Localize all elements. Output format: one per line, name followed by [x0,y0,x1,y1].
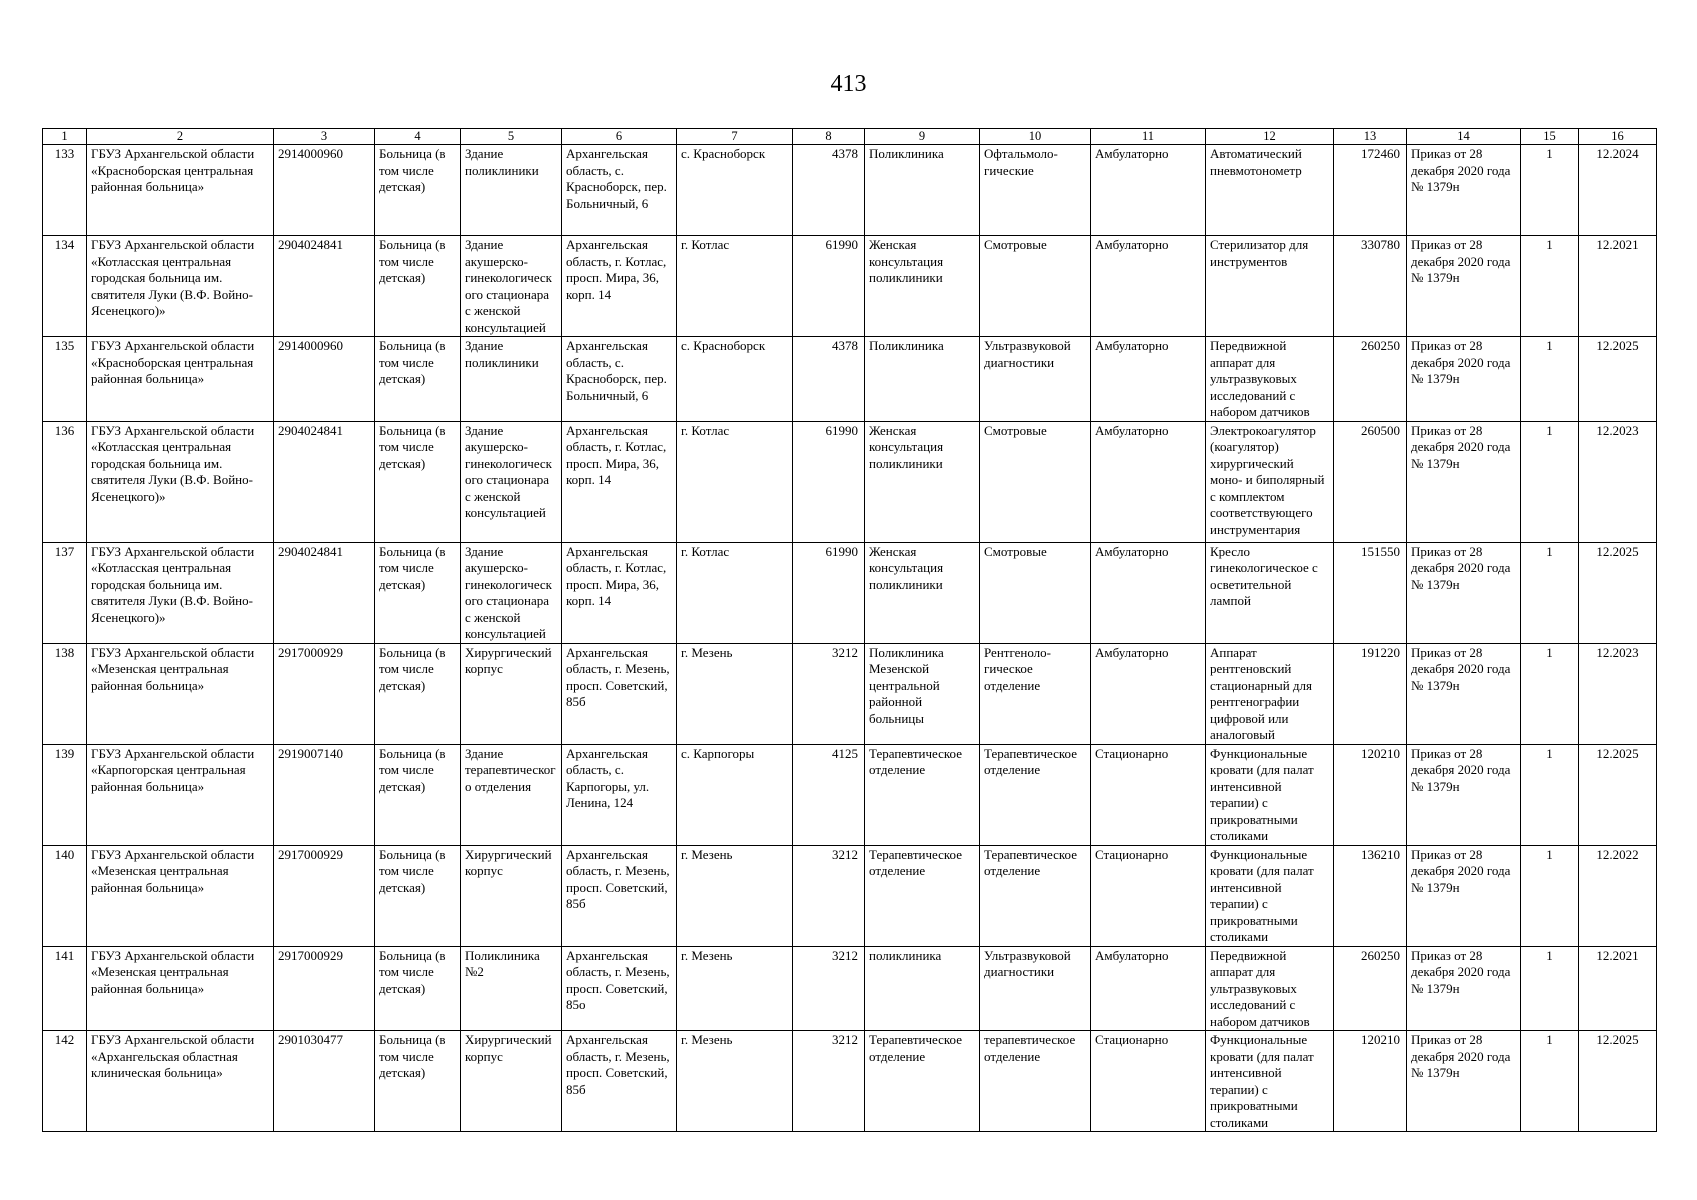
inn-cell: 2917000929 [274,845,375,946]
building-cell: Хирургический корпус [461,643,562,744]
equipment-cell: Электрокоагулятор (коагулятор) хирургический моно- и биполярный с комплектом соответствующего инструментария [1206,421,1334,542]
column-header: 13 [1334,129,1407,145]
column-header: 8 [793,129,865,145]
unit-cell: Терапевтическое отделение [865,845,980,946]
equipment-cell: Автоматический пневмотонометр [1206,145,1334,236]
building-cell: Хирургический корпус [461,1031,562,1132]
facility-type-cell: Больница (в том числе детская) [375,542,461,643]
order-cell: Приказ от 28 декабря 2020 года № 1379н [1407,337,1521,422]
order-cell: Приказ от 28 декабря 2020 года № 1379н [1407,744,1521,845]
address-cell: Архангельская область, г. Мезень, просп. Советский, 85б [562,845,677,946]
building-cell: Здание терапевтического отделения [461,744,562,845]
table-row [43,643,1657,744]
inn-cell: 2904024841 [274,542,375,643]
date-cell: 12.2025 [1579,542,1657,643]
building-cell: Хирургический корпус [461,845,562,946]
locality-cell: г. Мезень [677,643,793,744]
unit-cell: Женская консультация поликлиники [865,236,980,337]
column-header: 2 [87,129,274,145]
column-header: 15 [1521,129,1579,145]
inn-cell: 2919007140 [274,744,375,845]
order-cell: Приказ от 28 декабря 2020 года № 1379н [1407,542,1521,643]
care-mode-cell: Стационарно [1091,845,1206,946]
table-row [43,421,1657,542]
unit-cell: Поликлиника Мезенской центральной районной больницы [865,643,980,744]
address-cell: Архангельская область, г. Котлас, просп. Мира, 36, корп. 14 [562,542,677,643]
quantity-cell: 1 [1521,744,1579,845]
locality-cell: с. Красноборск [677,145,793,236]
column-header: 4 [375,129,461,145]
equipment-cell: Передвижной аппарат для ультразвуковых исследований с набором датчиков [1206,946,1334,1031]
facility-type-cell: Больница (в том числе детская) [375,337,461,422]
column-header: 12 [1206,129,1334,145]
organization-cell: ГБУЗ Архангельской области «Котласская центральная городская больница им. святителя Луки (В.Ф. Войно-Ясенецкого)» [87,542,274,643]
department-cell: Терапевтическое отделение [980,845,1091,946]
population-cell: 4125 [793,744,865,845]
care-mode-cell: Амбулаторно [1091,145,1206,236]
equipment-code-cell: 172460 [1334,145,1407,236]
unit-cell: Терапевтическое отделение [865,744,980,845]
column-header: 7 [677,129,793,145]
locality-cell: г. Мезень [677,946,793,1031]
order-cell: Приказ от 28 декабря 2020 года № 1379н [1407,1031,1521,1132]
address-cell: Архангельская область, г. Мезень, просп. Советский, 85б [562,643,677,744]
equipment-cell: Кресло гинекологическое с осветительной лампой [1206,542,1334,643]
quantity-cell: 1 [1521,337,1579,422]
date-cell: 12.2021 [1579,946,1657,1031]
organization-cell: ГБУЗ Архангельской области «Мезенская центральная районная больница» [87,946,274,1031]
date-cell: 12.2022 [1579,845,1657,946]
department-cell: Смотровые [980,421,1091,542]
table-row [43,845,1657,946]
organization-cell: ГБУЗ Архангельской области «Красноборская центральная районная больница» [87,337,274,422]
facility-type-cell: Больница (в том числе детская) [375,845,461,946]
equipment-cell: Функциональные кровати (для палат интенсивной терапии) с прикроватными столиками [1206,744,1334,845]
building-cell: Здание акушерско-гинекологического стационара с женской консультацией [461,421,562,542]
table-row [43,542,1657,643]
care-mode-cell: Амбулаторно [1091,421,1206,542]
row-number: 136 [43,421,87,542]
column-header: 3 [274,129,375,145]
date-cell: 12.2025 [1579,744,1657,845]
facility-type-cell: Больница (в том числе детская) [375,1031,461,1132]
row-number: 142 [43,1031,87,1132]
facility-type-cell: Больница (в том числе детская) [375,421,461,542]
population-cell: 4378 [793,337,865,422]
row-number: 133 [43,145,87,236]
date-cell: 12.2025 [1579,337,1657,422]
page-number: 413 [830,71,867,97]
address-cell: Архангельская область, с. Красноборск, пер. Больничный, 6 [562,145,677,236]
order-cell: Приказ от 28 декабря 2020 года № 1379н [1407,845,1521,946]
equipment-cell: Функциональные кровати (для палат интенсивной терапии) с прикроватными столиками [1206,1031,1334,1132]
building-cell: Здание поликлиники [461,145,562,236]
care-mode-cell: Амбулаторно [1091,337,1206,422]
address-cell: Архангельская область, г. Мезень, просп. Советский, 85о [562,946,677,1031]
column-header: 14 [1407,129,1521,145]
table-header-row [43,129,1657,145]
care-mode-cell: Амбулаторно [1091,542,1206,643]
address-cell: Архангельская область, с. Красноборск, пер. Больничный, 6 [562,337,677,422]
department-cell: Рентгеноло-гическое отделение [980,643,1091,744]
row-number: 138 [43,643,87,744]
row-number: 137 [43,542,87,643]
equipment-cell: Функциональные кровати (для палат интенсивной терапии) с прикроватными столиками [1206,845,1334,946]
date-cell: 12.2023 [1579,643,1657,744]
department-cell: Ультразвуковой диагностики [980,946,1091,1031]
equipment-code-cell: 136210 [1334,845,1407,946]
address-cell: Архангельская область, г. Котлас, просп. Мира, 36, корп. 14 [562,236,677,337]
row-number: 141 [43,946,87,1031]
quantity-cell: 1 [1521,542,1579,643]
population-cell: 3212 [793,845,865,946]
organization-cell: ГБУЗ Архангельской области «Архангельская областная клиническая больница» [87,1031,274,1132]
address-cell: Архангельская область, г. Мезень, просп. Советский, 85б [562,1031,677,1132]
care-mode-cell: Амбулаторно [1091,643,1206,744]
facility-type-cell: Больница (в том числе детская) [375,744,461,845]
department-cell: Ультразвуковой диагностики [980,337,1091,422]
equipment-code-cell: 120210 [1334,1031,1407,1132]
row-number: 139 [43,744,87,845]
date-cell: 12.2021 [1579,236,1657,337]
row-number: 135 [43,337,87,422]
population-cell: 3212 [793,1031,865,1132]
building-cell: Поликлиника №2 [461,946,562,1031]
equipment-code-cell: 120210 [1334,744,1407,845]
population-cell: 61990 [793,236,865,337]
care-mode-cell: Амбулаторно [1091,236,1206,337]
equipment-code-cell: 260250 [1334,337,1407,422]
address-cell: Архангельская область, с. Карпогоры, ул. Ленина, 124 [562,744,677,845]
inn-cell: 2917000929 [274,643,375,744]
inn-cell: 2914000960 [274,145,375,236]
building-cell: Здание акушерско-гинекологического стационара с женской консультацией [461,236,562,337]
quantity-cell: 1 [1521,421,1579,542]
locality-cell: с. Карпогоры [677,744,793,845]
table-row [43,946,1657,1031]
date-cell: 12.2023 [1579,421,1657,542]
care-mode-cell: Стационарно [1091,1031,1206,1132]
order-cell: Приказ от 28 декабря 2020 года № 1379н [1407,946,1521,1031]
equipment-table [42,128,1657,1132]
column-header: 5 [461,129,562,145]
locality-cell: г. Мезень [677,845,793,946]
quantity-cell: 1 [1521,845,1579,946]
equipment-cell: Стерилизатор для инструментов [1206,236,1334,337]
column-header: 10 [980,129,1091,145]
column-header: 9 [865,129,980,145]
locality-cell: г. Мезень [677,1031,793,1132]
unit-cell: поликлиника [865,946,980,1031]
quantity-cell: 1 [1521,236,1579,337]
column-header: 16 [1579,129,1657,145]
row-number: 134 [43,236,87,337]
equipment-code-cell: 151550 [1334,542,1407,643]
equipment-code-cell: 330780 [1334,236,1407,337]
facility-type-cell: Больница (в том числе детская) [375,236,461,337]
column-header: 1 [43,129,87,145]
quantity-cell: 1 [1521,145,1579,236]
unit-cell: Женская консультация поликлиники [865,421,980,542]
quantity-cell: 1 [1521,1031,1579,1132]
locality-cell: г. Котлас [677,236,793,337]
organization-cell: ГБУЗ Архангельской области «Красноборская центральная районная больница» [87,145,274,236]
building-cell: Здание поликлиники [461,337,562,422]
order-cell: Приказ от 28 декабря 2020 года № 1379н [1407,145,1521,236]
facility-type-cell: Больница (в том числе детская) [375,145,461,236]
table-row [43,1031,1657,1132]
population-cell: 3212 [793,946,865,1031]
date-cell: 12.2025 [1579,1031,1657,1132]
organization-cell: ГБУЗ Архангельской области «Мезенская центральная районная больница» [87,845,274,946]
organization-cell: ГБУЗ Архангельской области «Котласская центральная городская больница им. святителя Луки (В.Ф. Войно-Ясенецкого)» [87,421,274,542]
equipment-code-cell: 191220 [1334,643,1407,744]
building-cell: Здание акушерско-гинекологического стационара с женской консультацией [461,542,562,643]
quantity-cell: 1 [1521,946,1579,1031]
locality-cell: г. Котлас [677,421,793,542]
inn-cell: 2904024841 [274,421,375,542]
locality-cell: г. Котлас [677,542,793,643]
care-mode-cell: Стационарно [1091,744,1206,845]
row-number: 140 [43,845,87,946]
population-cell: 61990 [793,421,865,542]
table-row [43,145,1657,236]
population-cell: 3212 [793,643,865,744]
population-cell: 61990 [793,542,865,643]
inn-cell: 2917000929 [274,946,375,1031]
inn-cell: 2914000960 [274,337,375,422]
department-cell: Терапевтическое отделение [980,744,1091,845]
date-cell: 12.2024 [1579,145,1657,236]
unit-cell: Терапевтическое отделение [865,1031,980,1132]
organization-cell: ГБУЗ Архангельской области «Мезенская центральная районная больница» [87,643,274,744]
department-cell: терапевтическое отделение [980,1031,1091,1132]
quantity-cell: 1 [1521,643,1579,744]
table-row [43,236,1657,337]
organization-cell: ГБУЗ Архангельской области «Карпогорская центральная районная больница» [87,744,274,845]
inn-cell: 2904024841 [274,236,375,337]
care-mode-cell: Амбулаторно [1091,946,1206,1031]
department-cell: Смотровые [980,542,1091,643]
equipment-cell: Передвижной аппарат для ультразвуковых исследований с набором датчиков [1206,337,1334,422]
department-cell: Смотровые [980,236,1091,337]
equipment-code-cell: 260500 [1334,421,1407,542]
equipment-cell: Аппарат рентгеновский стационарный для рентгенографии цифровой или аналоговый [1206,643,1334,744]
organization-cell: ГБУЗ Архангельской области «Котласская центральная городская больница им. святителя Луки (В.Ф. Войно-Ясенецкого)» [87,236,274,337]
locality-cell: с. Красноборск [677,337,793,422]
unit-cell: Поликлиника [865,145,980,236]
department-cell: Офтальмоло-гические [980,145,1091,236]
facility-type-cell: Больница (в том числе детская) [375,643,461,744]
column-header: 11 [1091,129,1206,145]
unit-cell: Поликлиника [865,337,980,422]
order-cell: Приказ от 28 декабря 2020 года № 1379н [1407,236,1521,337]
population-cell: 4378 [793,145,865,236]
inn-cell: 2901030477 [274,1031,375,1132]
order-cell: Приказ от 28 декабря 2020 года № 1379н [1407,421,1521,542]
facility-type-cell: Больница (в том числе детская) [375,946,461,1031]
address-cell: Архангельская область, г. Котлас, просп. Мира, 36, корп. 14 [562,421,677,542]
equipment-code-cell: 260250 [1334,946,1407,1031]
order-cell: Приказ от 28 декабря 2020 года № 1379н [1407,643,1521,744]
table-row [43,744,1657,845]
unit-cell: Женская консультация поликлиники [865,542,980,643]
column-header: 6 [562,129,677,145]
table-row [43,337,1657,422]
